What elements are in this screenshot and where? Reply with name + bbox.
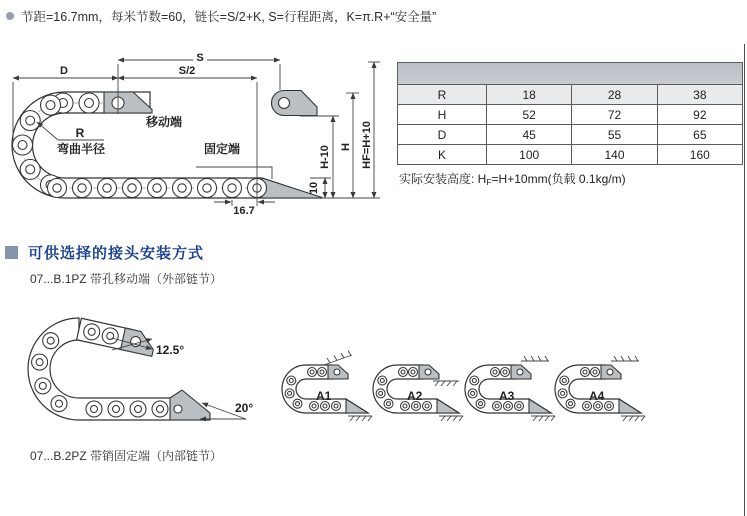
row-label: H [437,107,447,122]
dim-h10-label: H-10 [319,145,331,169]
cell: 65 [657,125,742,144]
dim-d-label: D [60,65,68,77]
cell: 28 [571,85,656,104]
cell: 72 [571,105,656,124]
table-row-h [398,105,742,125]
row-label: R [437,87,447,102]
spec-text: 节距=16.7mm，每米节数=60，链长=S/2+K, S=行程距离，K=π.R+“安全量” [21,10,437,24]
variant-label: A3 [499,389,515,403]
note-prefix: 实际安装高度: H [399,172,487,186]
bottom-run-links [48,179,267,198]
bottom-ground-hatch [621,416,645,421]
cell: 100 [486,145,571,164]
fixed-end-label: 固定端 [203,142,241,156]
bottom-ground-hatch [531,416,555,421]
mount-variant-a2 [371,353,466,433]
variant-label: A1 [316,389,332,403]
variant-label: A4 [589,389,605,403]
mount-variant-a3 [463,353,558,433]
bottom-ground-hatch [348,416,372,421]
bend-radius-label: 弯曲半径 [56,142,106,156]
row-label: K [437,147,446,162]
tilted-top-run [77,318,157,356]
install-height-note [399,170,626,187]
top-ground-hatch [433,381,459,386]
angled-chain-diagram [4,293,274,448]
r-label: R [75,126,85,140]
variant-label: A2 [407,389,423,403]
spec-bullet-line [6,7,436,25]
spec-table-header-bar [398,62,742,85]
mount-variant-a4 [553,353,648,433]
cell: 140 [571,145,656,164]
row-label: D [437,127,447,142]
square-bullet-icon [5,246,18,259]
cell: 45 [486,125,571,144]
moving-end-label: 移动端 [145,115,183,129]
dim-s-half-label: S/2 [178,65,196,77]
top-ground-hatch [611,356,639,361]
dim-pitch-label: 16.7 [233,205,255,217]
dim-ten-label: 10 [308,181,320,195]
dim-s-label: S [196,52,204,64]
note-subscript: F [486,177,492,187]
option-top-label: 07...B.1PZ 带孔移动端（外部链节） [30,272,223,286]
table-row-r [398,85,742,105]
note-suffix: =H+10mm(负载 0.1kg/m) [491,172,626,186]
top-ground-hatch [521,356,549,361]
bullet-icon [6,12,14,20]
bottom-ground-hatch [439,416,463,421]
cell: 38 [657,85,742,104]
option-bottom-label: 07...B.2PZ 带销固定端（内部链节） [30,449,223,463]
cell: 18 [486,85,571,104]
angle-bottom-label: 20° [235,401,254,415]
main-dimension-diagram [0,52,392,230]
cell: 55 [571,125,656,144]
cell: 160 [657,145,742,164]
section-heading [5,242,204,263]
spec-table [397,62,743,165]
section-heading-text: 可供选择的接头安装方式 [28,245,205,262]
angle-top-label: 12.5° [156,343,185,357]
cell: 52 [486,105,571,124]
table-row-k [398,145,742,164]
top-ground-hatch [324,351,352,366]
table-row-d [398,125,742,145]
page-right-border [744,44,745,516]
mount-variant-a1 [280,353,375,433]
dim-h-label: H [340,143,352,151]
cell: 92 [657,105,742,124]
dim-hf-label: HF=H+10 [361,121,373,169]
